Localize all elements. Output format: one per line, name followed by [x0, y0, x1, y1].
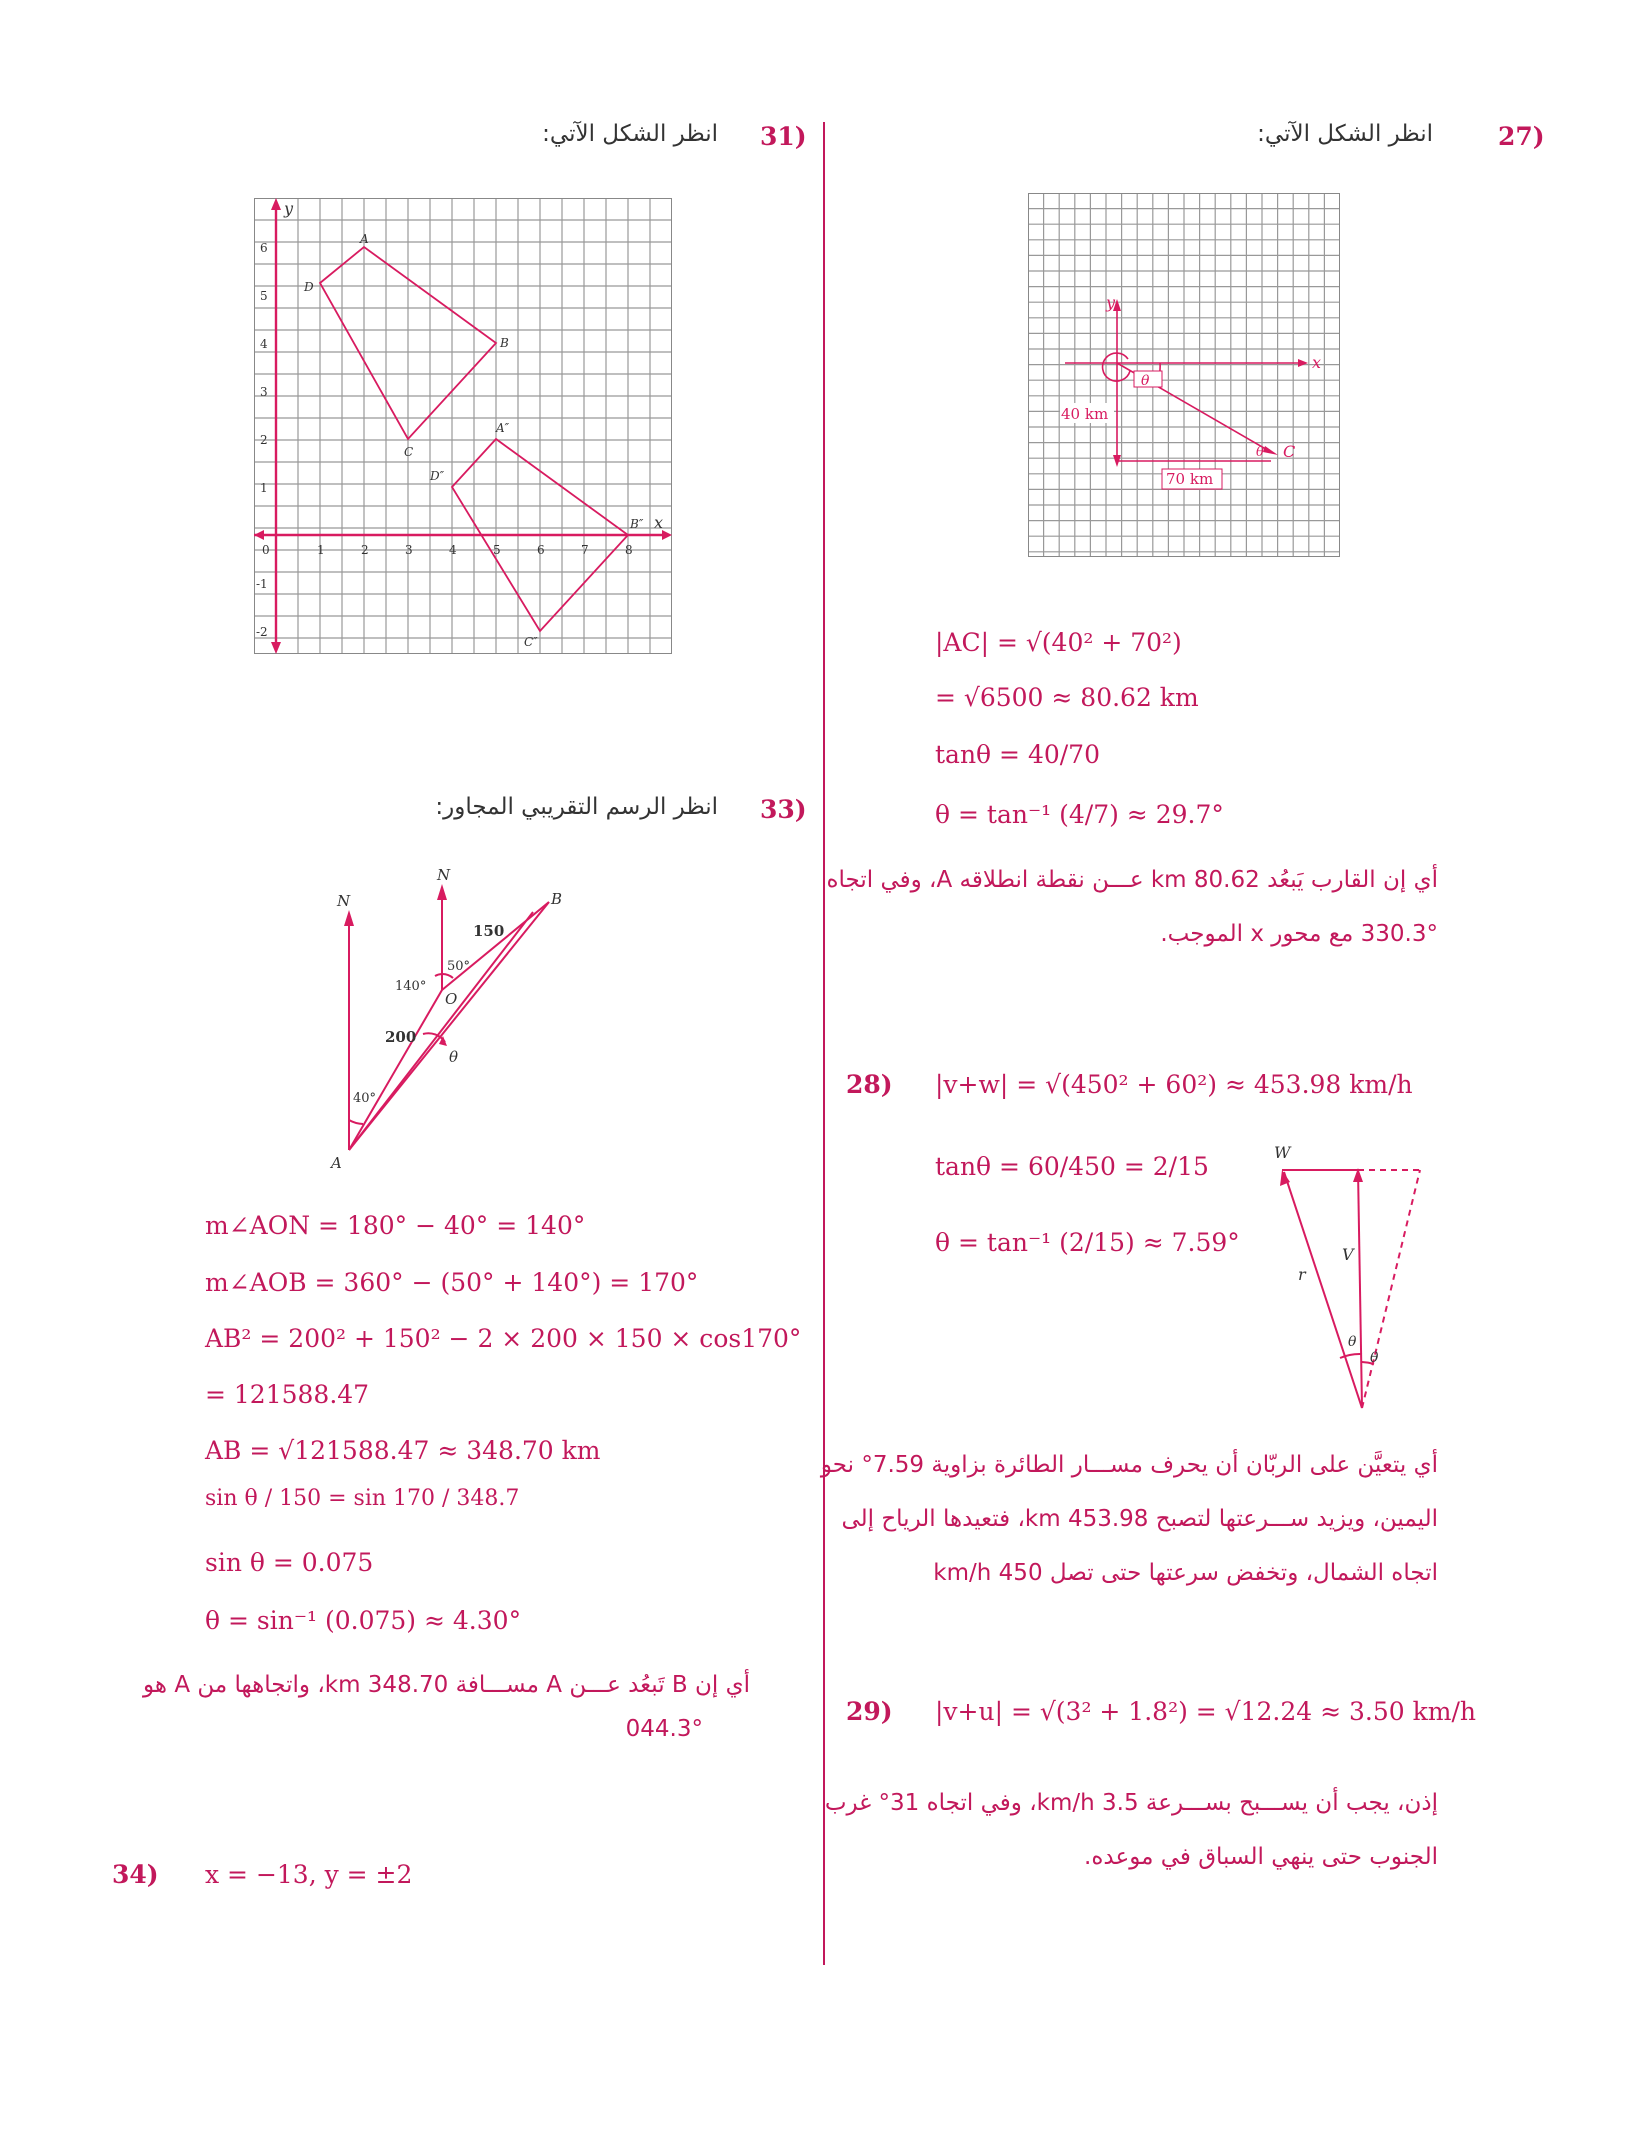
problem-33-text-line2: 044.3° [625, 1716, 703, 1742]
figure-31-xtick-4: 4 [449, 543, 457, 557]
problem-27-eq4: θ = tan⁻¹ (4/7) ≈ 29.7° [935, 800, 1224, 829]
problem-31-intro: انظر الشكل الآتي: [542, 121, 718, 147]
figure-33-bearing-diagram [325, 866, 575, 1170]
problem-28-eq1: |v+w| = √(450² + 60²) ≈ 453.98 km/h [935, 1070, 1413, 1099]
figure-31-xtick-8: 8 [625, 543, 633, 557]
figure-33-angle-50: 50° [447, 959, 471, 974]
figure-33-point-b: B [551, 890, 563, 908]
figure-31-ytick-3: 3 [260, 385, 268, 399]
problem-27-text-line2: 330.3° مع محور x الموجب. [1160, 921, 1438, 947]
figure-33-length-200: 200 [385, 1028, 417, 1046]
figure-31-ytick-5: 5 [260, 289, 268, 303]
figure-33-north-o: N [437, 866, 451, 884]
problem-29-text-line1: إذن، يجب أن يســـبح بســـرعة 3.5 km/h، وفي اتجاه 31° غرب [824, 1790, 1438, 1816]
figure-27-x-label: x [1312, 353, 1322, 372]
problem-33-intro: انظر الرسم التقريبي المجاور: [435, 794, 718, 820]
figure-31-point-a2: A″ [496, 421, 510, 435]
problem-33-eq1: m∠AON = 180° − 40° = 140° [205, 1211, 586, 1240]
figure-27-theta-label: θ [1141, 373, 1150, 389]
figure-31-xtick-7: 7 [581, 543, 589, 557]
figure-33-theta: θ [449, 1048, 459, 1066]
figure-31-ytick-1: 1 [260, 481, 268, 495]
problem-28-text-line2: اليمين، ويزيد ســـرعتها لتصبح 453.98 km، فتعيدها الرياح إلى [841, 1506, 1438, 1532]
figure-31-xtick-5: 5 [493, 543, 501, 557]
figure-27-grid [1028, 193, 1340, 557]
problem-27-eq2: = √6500 ≈ 80.62 km [935, 683, 1199, 712]
figure-31-point-b: B [500, 336, 509, 350]
problem-28-text-line3: اتجاه الشمال، وتخفض سرعتها حتى تصل 450 km/h [933, 1560, 1438, 1586]
problem-34-number: 34) [112, 1860, 159, 1889]
figure-27-70km-label: 70 km [1166, 470, 1214, 488]
figure-27-y-label: y [1106, 293, 1116, 312]
figure-31-ytick-m1: -1 [256, 577, 268, 591]
problem-33-eq8: θ = sin⁻¹ (0.075) ≈ 4.30° [205, 1606, 522, 1635]
figure-31-xtick-2: 2 [361, 543, 369, 557]
figure-33-point-a: A [331, 1154, 342, 1170]
figure-28-r-label: r [1298, 1265, 1306, 1284]
problem-33-eq5: AB = √121588.47 ≈ 348.70 km [205, 1436, 601, 1465]
figure-33-north-a: N [337, 892, 351, 910]
figure-31-point-d: D [304, 280, 314, 294]
figure-28-theta-right: θ [1370, 1350, 1379, 1366]
figure-28-vector-diagram [1270, 1140, 1440, 1420]
figure-27-40km-label: 40 km [1061, 405, 1109, 423]
problem-33-eq3: AB² = 200² + 150² − 2 × 200 × 150 × cos170° [205, 1324, 802, 1353]
figure-31-xtick-3: 3 [405, 543, 413, 557]
problem-33-text-line1: أي إن B تَبعُد عـــن A مســـافة 348.70 km، واتجاهها من A هو [143, 1672, 750, 1698]
problem-27-number: 27) [1498, 122, 1545, 151]
problem-27-eq3: tanθ = 40/70 [935, 740, 1100, 769]
problem-33-eq7: sin θ = 0.075 [205, 1548, 374, 1577]
figure-31-point-d2: D″ [430, 469, 445, 483]
problem-28-number: 28) [846, 1070, 893, 1099]
figure-31-ytick-4: 4 [260, 337, 268, 351]
figure-31-coordinate-grid [254, 198, 672, 654]
problem-28-text-line1: أي يتعيَّن على الربّان أن يحرف مســـار الطائرة بزاوية 7.59° نحو [820, 1452, 1438, 1478]
figure-31-ytick-6: 6 [260, 241, 268, 255]
problem-34-eq1: x = −13, y = ±2 [205, 1860, 413, 1889]
column-divider [823, 122, 825, 1965]
problem-33-eq2: m∠AOB = 360° − (50° + 140°) = 170° [205, 1268, 699, 1297]
figure-31-y-label: y [284, 199, 294, 218]
problem-27-intro: انظر الشكل الآتي: [1257, 121, 1433, 147]
figure-31-ytick-m2: -2 [256, 625, 268, 639]
figure-31-xtick-1: 1 [317, 543, 325, 557]
figure-28-v-label: V [1342, 1245, 1354, 1264]
figure-27-theta-label-2: θ [1256, 445, 1264, 460]
figure-33-length-150: 150 [473, 922, 505, 940]
problem-29-number: 29) [846, 1697, 893, 1726]
problem-33-eq6: sin θ / 150 = sin 170 / 348.7 [205, 1486, 520, 1511]
figure-31-point-c: C [404, 445, 414, 459]
problem-31-number: 31) [760, 122, 807, 151]
problem-33-number: 33) [760, 795, 807, 824]
figure-31-xtick-0: 0 [262, 543, 270, 557]
problem-29-eq1: |v+u| = √(3² + 1.8²) = √12.24 ≈ 3.50 km/h [935, 1697, 1477, 1726]
problem-29-text-line2: الجنوب حتى ينهي السباق في موعده. [1084, 1844, 1438, 1870]
problem-27-eq1: |AC| = √(40² + 70²) [935, 628, 1182, 657]
figure-33-point-o: O [445, 990, 458, 1008]
figure-31-xtick-6: 6 [537, 543, 545, 557]
figure-31-point-b2: B″ [630, 517, 644, 531]
problem-33-eq4: = 121588.47 [205, 1380, 370, 1409]
figure-31-point-a: A [360, 232, 369, 246]
figure-27-point-c: C [1283, 442, 1296, 461]
problem-27-text-line1: أي إن القارب يَبعُد 80.62 km عـــن نقطة انطلاقه A، وفي اتجاه [826, 867, 1438, 893]
figure-33-angle-40: 40° [353, 1091, 377, 1106]
problem-28-eq3: θ = tan⁻¹ (2/15) ≈ 7.59° [935, 1228, 1240, 1257]
figure-28-w-label: W [1274, 1143, 1291, 1162]
figure-33-angle-140: 140° [395, 979, 427, 994]
problem-28-eq2: tanθ = 60/450 = 2/15 [935, 1152, 1209, 1181]
figure-31-x-label: x [654, 513, 664, 532]
figure-28-theta-left: θ [1348, 1334, 1357, 1350]
figure-31-point-c2: C″ [524, 635, 538, 649]
figure-31-ytick-2: 2 [260, 433, 268, 447]
